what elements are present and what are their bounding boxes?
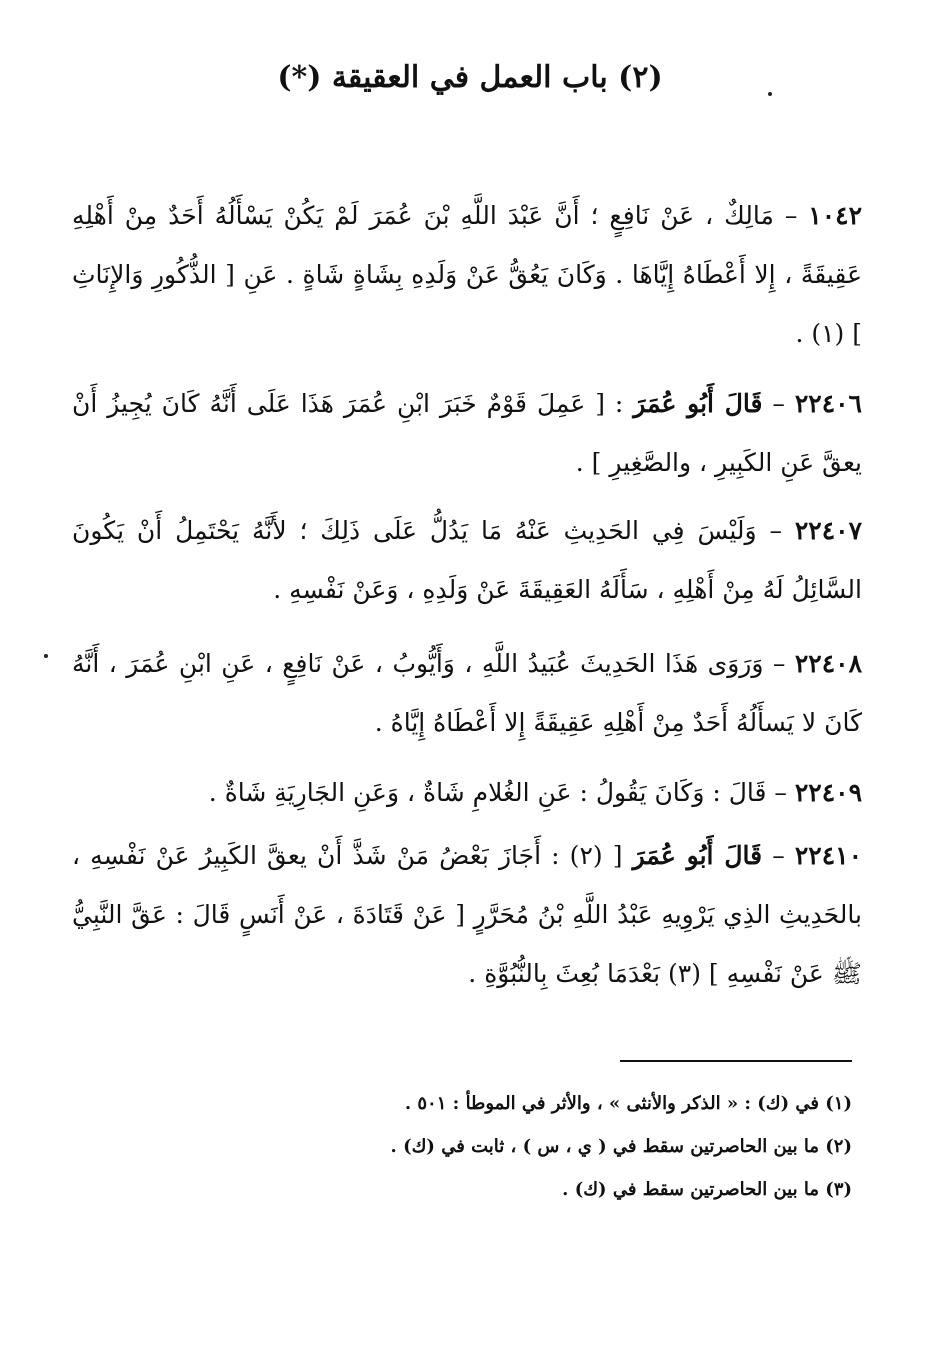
paragraph-text: – وَلَيْسَ فِي الحَدِيثِ عَنْهُ مَا يَدُلُّ عَلَى ذَلِكَ ؛ لأَنَّهُ يَحْتَمِلُ أَنْ يَكُونَ السَّائِلُ لَهُ مِنْ أَهْلِهِ ، سَأَلَهُ العَقِيقَةَ عَنْ وَلَدِهِ ، وَعَنْ نَفْسِهِ .: [72, 516, 862, 604]
paragraph-number: ٢٢٤٠٦: [794, 389, 862, 418]
paragraph-22406: ٢٢٤٠٦ – قَالَ أَبُو عُمَرَ : [ عَمِلَ قَوْمٌ خَبَرَ ابْنِ عُمَرَ هَذَا عَلَى أَنَّهُ كَانَ يُجِيزُ أَنْ يعقَّ عَنِ الكَبِيرِ ، والصَّغِيرِ ] .: [72, 389, 862, 477]
paragraph-number: ١٠٤٢: [808, 201, 863, 230]
paragraph-text: – قَالَ : وَكَانَ يَقُولُ : عَنِ الغُلامِ شَاةٌ ، وَعَنِ الجَارِيَةِ شَاةٌ .: [208, 778, 787, 807]
paragraph-number: ٢٢٤٠٨: [794, 649, 862, 678]
scan-speck: [768, 92, 772, 96]
paragraph-number: ٢٢٤٠٩: [794, 778, 862, 807]
paragraph-text: [ (٢) : أَجَازَ بَعْضُ مَنْ شَذَّ أَنْ يعقَّ الكَبِيرُ عَنْ نَفْسِهِ ، بالحَدِيثِ الذِي يَرْوِيهِ عَبْدُ اللَّهِ بْنُ مُحَرَّرٍ [ عَنْ قَتَادَةَ ، عَنْ أَنَسٍ قَالَ : عَقَّ النَّبِيُّ ﷺ عَنْ نَفْسِهِ ] (٣) بَعْدَمَا بُعِثَ بِالنُّبُوَّةِ .: [72, 841, 862, 988]
paragraph-text: – وَرَوَى هَذَا الحَدِيثَ عُبَيدُ اللَّهِ ، وَأَيُّوبُ ، عَنْ نَافِعٍ ، عَنِ ابْنِ عُمَرَ ، أَنَّهُ كَانَ لا يَسأَلُهُ أَحَدٌ مِنْ أَهْلِهِ عَقِيقَةً إِلا أَعْطَاهُ إِيَّاهُ .: [72, 649, 862, 737]
paragraph-number: ٢٢٤٠٧: [794, 516, 862, 545]
footnote-1: (١) في (ك) : « الذكر والأنثى » ، والأثر في الموطأ : ٥٠١ .: [404, 1093, 852, 1114]
footnote-3: (٣) ما بين الحاصرتين سقط في (ك) .: [562, 1179, 852, 1200]
paragraph-22408: [72, 634, 862, 752]
paragraph-22410: ٢٢٤١٠ – قَالَ أَبُو عُمَرَ [ (٢) : أَجَازَ بَعْضُ مَنْ شَذَّ أَنْ يعقَّ الكَبِيرُ عَنْ نَفْسِهِ ، بالحَدِيثِ الذِي يَرْوِيهِ عَبْدُ اللَّهِ بْنُ مُحَرَّرٍ [ عَنْ قَتَادَةَ ، عَنْ أَنَسٍ قَالَ : عَقَّ النَّبِيُّ ﷺ عَنْ نَفْسِهِ ] (٣) بَعْدَمَا بُعِثَ بِالنُّبُوَّةِ .: [72, 841, 862, 988]
footnotes: [300, 1082, 852, 1211]
chapter-heading: (٢) باب العمل في العقيقة (*): [277, 60, 663, 95]
paragraph-text: – مَالِكٌ ، عَنْ نَافِعٍ ؛ أَنَّ عَبْدَ اللَّهِ بْنَ عُمَرَ لَمْ يَكُنْ يَسْأَلُهُ أَحَدٌ مِنْ أَهْلِهِ عَقِيقَةً ، إِلا أَعْطَاهُ إِيَّاهَا . وَكَانَ يَعُقُّ عَنْ وَلَدِهِ بِشَاةٍ شَاةٍ . عَنِ [ الذُّكُورِ وَالإِنَاثِ ] (١) .: [72, 201, 862, 348]
paragraph-speaker: قَالَ أَبُو عُمَرَ: [633, 389, 763, 418]
paragraph-text: : [ عَمِلَ قَوْمٌ خَبَرَ ابْنِ عُمَرَ هَذَا عَلَى أَنَّهُ كَانَ يُجِيزُ أَنْ يعقَّ عَنِ الكَبِيرِ ، والصَّغِيرِ ] .: [72, 389, 862, 477]
footnote-2: (٢) ما بين الحاصرتين سقط في ( ي ، س ) ، ثابت في (ك) .: [390, 1136, 852, 1157]
paragraph-22409: [72, 763, 862, 822]
paragraph-1042: [72, 186, 862, 363]
scan-speck: [44, 654, 48, 658]
paragraph-22407: [72, 501, 862, 619]
footnote-divider: [620, 1060, 852, 1062]
paragraph-speaker: قَالَ أَبُو عُمَرَ: [632, 841, 763, 870]
paragraph-number: ٢٢٤١٠: [794, 841, 862, 870]
